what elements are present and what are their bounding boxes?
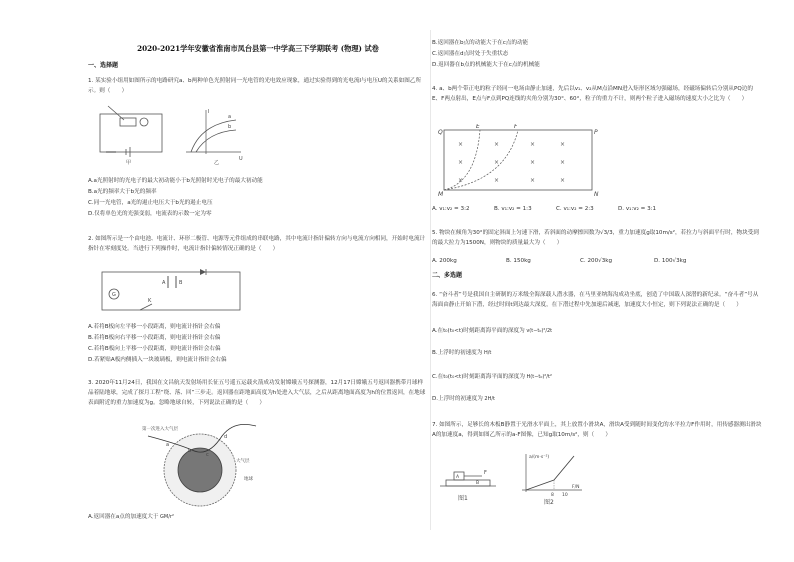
- question-6-stem: 6. “奋斗者”号是我国自主研制的万米级全海深载人潜水器，在马里亚纳海沟成功坐底，创造了中国载人深潜的新纪录。“奋斗者”号从海面由静止开始下潜，经过时间t到达最大深度，在下潜过程中先加速后减速，加速度大小恒定，则下列说法正确的是（ ）: [432, 292, 759, 308]
- q1-option-b[interactable]: B.a光的频率大于b光的频率: [88, 189, 157, 195]
- q6-option-a[interactable]: A.在t₀(t₀<t)时刻距离海平面的深度为 v(t−t₀)²/2t: [432, 328, 553, 334]
- svg-text:c: c: [206, 452, 209, 458]
- svg-text:×: ×: [494, 177, 500, 184]
- svg-text:A: A: [162, 280, 166, 286]
- fig1-label: 图1: [458, 495, 468, 502]
- q2-option-c[interactable]: C.若将B板向上平移一小段距离，则电流计指针会右偏: [88, 346, 221, 352]
- svg-text:d: d: [224, 434, 228, 440]
- q6-option-c[interactable]: C.在t₀(t₀<t)时刻距离海平面的深度为 H(t−t₀)²/t²: [432, 374, 552, 380]
- svg-text:b: b: [188, 448, 192, 454]
- q4-option-d[interactable]: D. v₁:v₂ = 3:1: [618, 206, 657, 212]
- svg-text:×: ×: [560, 141, 566, 148]
- svg-text:×: ×: [530, 177, 536, 184]
- svg-text:×: ×: [458, 177, 464, 184]
- q5-option-c[interactable]: C. 200√3kg: [580, 258, 613, 264]
- question-7-stem: 7. 如图所示，足够长的木板B静置于光滑水平面上，其上放置小滑块A，滑块A受到随时间变化的水平拉力F作用时，用传感器测出滑块A的加速度a，得到如图乙所示的a-F图像，已知g取10m/s²，则（ ）: [432, 422, 762, 438]
- svg-text:×: ×: [494, 159, 500, 166]
- q6-option-b[interactable]: B.上浮时的初速度为 H/t: [432, 350, 492, 356]
- svg-text:×: ×: [560, 159, 566, 166]
- svg-text:10: 10: [562, 493, 568, 498]
- svg-text:第一次进入大气层: 第一次进入大气层: [142, 427, 178, 432]
- section-choice: 一、选择题: [88, 62, 119, 69]
- q5-option-d[interactable]: D. 100√3kg: [654, 258, 687, 264]
- svg-text:F: F: [514, 124, 518, 130]
- q3-option-b[interactable]: B.返回器在b点的动能大于在c点的动能: [432, 40, 529, 46]
- exam-title: 2020-2021学年安徽省淮南市凤台县第一中学高三下学期联考 (物理) 试卷: [137, 44, 379, 53]
- q2-option-d[interactable]: D.若紧贴A板内侧插入一块玻璃板，则电流计指针会右偏: [88, 357, 227, 363]
- svg-text:G: G: [112, 292, 116, 298]
- question-4-stem: 4. a、b两个带正电的粒子经同一电场由静止加速，先后以v₁、v₂从M点沿MN进入矩形区域匀强磁场，经磁场偏转后分别从PQ边的E、F两点射出，E点与F点到PQ连线的夹角分别为30°、60°，粒子的重力不计，则两个粒子进入磁场的速度大小之比为（ ）: [432, 86, 753, 102]
- q4-option-a[interactable]: A. v₁:v₂ = 3:2: [432, 206, 470, 212]
- svg-text:b: b: [228, 124, 232, 130]
- svg-text:a: a: [166, 442, 170, 448]
- section-multi: 二、多选题: [432, 272, 463, 279]
- svg-text:8: 8: [551, 493, 554, 498]
- q1-option-c[interactable]: C.同一光电管，a光的遏止电压大于b光的遏止电压: [88, 200, 213, 206]
- svg-text:地球: 地球: [244, 477, 253, 482]
- svg-text:I: I: [208, 109, 210, 115]
- fig-jia-label: 甲: [126, 160, 132, 166]
- q1-figure: [96, 104, 246, 166]
- svg-text:×: ×: [530, 141, 536, 148]
- question-2-stem: 2. 如图所示是一个由电池、电流计、环形二极管、电源等元件组成的串联电路，其中电流计指针偏转方向与电流方向相同，开始时电流计指针在零刻度处。当进行下列操作时，电流计指针偏转情况正确的是（ ）: [88, 236, 426, 252]
- svg-text:B: B: [179, 280, 183, 286]
- svg-text:M: M: [438, 191, 444, 198]
- svg-text:Q: Q: [438, 129, 443, 136]
- q4-magnetic-field-figure: [436, 124, 600, 200]
- q3-option-c[interactable]: C.返回器在d点时处于失重状态: [432, 51, 509, 57]
- svg-text:×: ×: [530, 159, 536, 166]
- svg-text:A: A: [456, 475, 460, 480]
- q4-option-b[interactable]: B. v₁:v₂ = 1:3: [494, 206, 532, 212]
- q5-option-b[interactable]: B. 150kg: [506, 258, 531, 264]
- svg-text:大气层: 大气层: [236, 459, 250, 464]
- svg-text:×: ×: [458, 141, 464, 148]
- svg-text:U: U: [239, 156, 243, 162]
- q1-option-d[interactable]: D.仅将单色光的光强变弱，电流表的示数一定为零: [88, 211, 212, 217]
- svg-text:×: ×: [458, 159, 464, 166]
- q1-option-a[interactable]: A.a光照射时的光电子的最大初动能小于b光照射时光电子的最大初动能: [88, 178, 263, 184]
- question-5-stem: 5. 物块在倾角为30°的固定斜面上匀速下滑，若斜面的动摩擦因数为√3/3，重力加速度g取10m/s²，若拉力与斜面平行时，物块受到的最大拉力为1500N，则物块的质量最大为（ ）: [432, 230, 759, 246]
- svg-text:K: K: [148, 298, 152, 304]
- question-1-stem: 1. 某实验小组用如图所示的电路研究a、b两种单色光照射同一光电管的光电效应现象，通过实验得到的光电流I与电压U的关系如图乙所示。则（ ）: [88, 78, 422, 94]
- svg-text:a: a: [228, 114, 232, 120]
- svg-text:×: ×: [560, 177, 566, 184]
- q6-option-d[interactable]: D.上浮时的初速度为 2H/t: [432, 396, 496, 402]
- q2-option-a[interactable]: A.若将B板向左平移一小段距离，则电流计指针会右偏: [88, 324, 221, 330]
- fig2-label: 图2: [544, 499, 554, 506]
- svg-text:×: ×: [494, 141, 500, 148]
- q7-figures: [436, 450, 586, 508]
- q3-option-a[interactable]: A.返回器在a点的加速度大于 GM/r²: [88, 514, 174, 520]
- svg-text:N: N: [594, 191, 599, 198]
- question-3-stem: 3. 2020年11月24日，我国在文昌航天发射场用长征五号遥五运载火箭成功发射嫦娥五号探测器，12月17日嫦娥五号返回器携带月球样品着陆地球，完成了探月工程“绕、落、回”三步走。返回器在距地面高度为h处进入大气层，之后从距离地面高度为h的位置返回，在地球表面附近的重力加速度为g。忽略地球自转，下列说法正确的是（ ）: [88, 380, 426, 406]
- q3-option-d[interactable]: D.返回器在b点的机械能大于在c点的机械能: [432, 62, 540, 68]
- svg-text:a/(m·s⁻²): a/(m·s⁻²): [529, 455, 550, 460]
- svg-text:B: B: [476, 481, 480, 486]
- q4-option-c[interactable]: C. v₁:v₂ = 2:3: [556, 206, 594, 212]
- q2-circuit-figure: [96, 266, 246, 316]
- q5-option-a[interactable]: A. 200kg: [432, 258, 457, 264]
- column-divider: [430, 30, 431, 530]
- q3-earth-orbit-figure: [138, 416, 278, 508]
- svg-text:F/N: F/N: [572, 485, 580, 490]
- fig-yi-label: 乙: [214, 160, 220, 166]
- svg-text:F: F: [484, 470, 487, 476]
- svg-text:E: E: [476, 124, 480, 130]
- svg-text:P: P: [594, 129, 598, 136]
- q2-option-b[interactable]: B.若将B板向右平移一小段距离，则电流计指针会右偏: [88, 335, 221, 341]
